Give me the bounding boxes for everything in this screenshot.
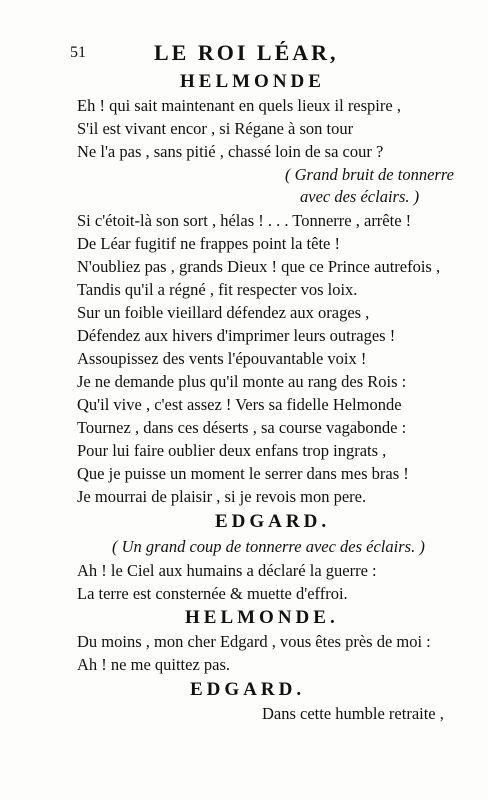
verse-line: Du moins , mon cher Edgard , vous êtes près de moi : <box>77 632 431 651</box>
stage-direction: ( Grand bruit de tonnerre <box>285 165 454 184</box>
verse-line: Tandis qu'il a régné , fit respecter vos loix. <box>77 280 358 299</box>
verse-line: Je ne demande plus qu'il monte au rang des Rois : <box>77 372 407 391</box>
verse-line: La terre est consternée & muette d'effroi. <box>77 584 348 603</box>
stage-direction: ( Un grand coup de tonnerre avec des éclairs. ) <box>112 537 425 556</box>
running-title: LE ROI LÉAR, <box>154 40 339 65</box>
speaker-edgard: EDGARD. <box>215 511 331 532</box>
stage-direction: avec des éclairs. ) <box>300 187 420 206</box>
verse-line: Ah ! le Ciel aux humains a déclaré la guerre : <box>77 561 377 580</box>
page-number: 51 <box>70 44 86 61</box>
verse-line: N'oubliez pas , grands Dieux ! que ce Prince autrefois , <box>77 257 441 276</box>
page-header <box>70 40 450 70</box>
verse-line: Tournez , dans ces déserts , sa course vagabonde : <box>77 418 407 437</box>
verse-line: De Léar fugitif ne frappes point la tête ! <box>77 234 340 253</box>
verse-line: S'il est vivant encor , si Régane à son tour <box>77 119 354 138</box>
verse-line: Ne l'a pas , sans pitié , chassé loin de sa cour ? <box>77 142 384 161</box>
speaker-helmonde: HELMONDE. <box>185 607 339 628</box>
verse-line: Assoupissez des vents l'épouvantable voix ! <box>77 349 367 368</box>
verse-line: Ah ! ne me quittez pas. <box>77 655 231 674</box>
verse-line: Eh ! qui sait maintenant en quels lieux il respire , <box>77 96 401 115</box>
verse-line: Défendez aux hivers d'imprimer leurs outrages ! <box>77 326 396 345</box>
verse-line: Que je puisse un moment le serrer dans mes bras ! <box>77 464 409 483</box>
verse-line: Je mourrai de plaisir , si je revois mon pere. <box>77 487 367 506</box>
verse-line: Dans cette humble retraite , <box>262 704 444 723</box>
verse-line: Pour lui faire oublier deux enfans trop ingrats , <box>77 441 387 460</box>
verse-line: Si c'étoit-là son sort , hélas ! . . . Tonnerre , arrête ! <box>77 211 412 230</box>
speaker-helmonde: HELMONDE <box>180 71 325 92</box>
verse-line: Sur un foible vieillard défendez aux orages , <box>77 303 370 322</box>
speaker-edgard: EDGARD. <box>190 679 306 700</box>
verse-line: Qu'il vive , c'est assez ! Vers sa fidelle Helmonde <box>77 395 402 414</box>
